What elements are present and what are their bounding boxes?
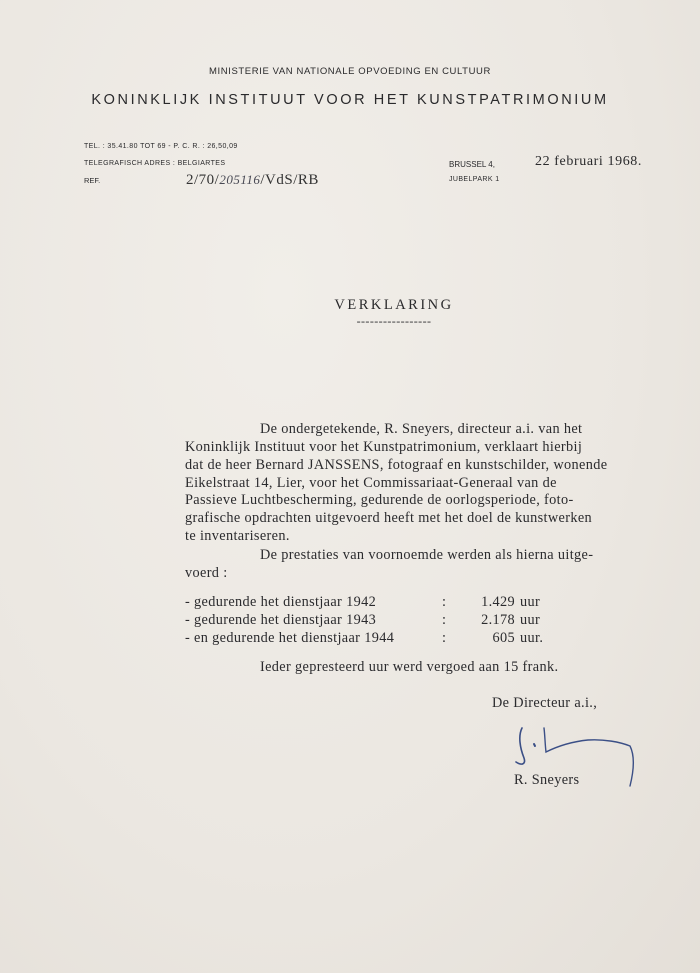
reference-suffix: /VdS/RB	[260, 172, 319, 188]
city-line: BRUSSEL 4,	[449, 160, 495, 169]
heading-underline: -----------------	[356, 314, 432, 328]
hours-item-colon: :	[442, 612, 447, 628]
signatory-name: R. Sneyers	[514, 772, 580, 788]
ministry-name: MINISTERIE VAN NATIONALE OPVOEDING EN CULTUUR	[209, 66, 491, 77]
paragraph2-line: De prestaties van voornoemde werden als hierna uitge-	[260, 547, 594, 563]
hours-item-unit: uur	[520, 594, 541, 610]
hours-item-colon: :	[442, 630, 447, 646]
reference-prefix: 2/70/	[186, 172, 220, 188]
payment-statement: Ieder gepresteerd uur werd vergoed aan 15 frank.	[260, 659, 559, 675]
hours-item-value: 605	[492, 630, 515, 646]
hours-item-label: - gedurende het dienstjaar 1942	[185, 594, 377, 610]
document-date: 22 februari 1968.	[535, 154, 643, 169]
telegraphic-address: TELEGRAFISCH ADRES : BELGIARTES	[84, 160, 226, 167]
paragraph1-line: Eikelstraat 14, Lier, voor het Commissariaat-Generaal van de	[185, 475, 557, 491]
paragraph1-line: dat de heer Bernard JANSSENS, fotograaf en kunstschilder, wonende	[185, 457, 608, 473]
paragraph1-line: Passieve Luchtbescherming, gedurende de oorlogsperiode, foto-	[185, 492, 574, 508]
paragraph1-line: Koninklijk Instituut voor het Kunstpatrimonium, verklaart hierbij	[185, 439, 583, 455]
paragraph1-line: grafische opdrachten uitgevoerd heeft met het doel de kunstwerken	[185, 510, 593, 526]
hours-item-value: 1.429	[481, 594, 515, 610]
telephone-line: TEL. : 35.41.80 TOT 69 - P. C. R. : 26,50,09	[84, 143, 238, 150]
paragraph2-line: voerd :	[185, 565, 228, 581]
street-line: JUBELPARK 1	[449, 176, 500, 183]
hours-item-value: 2.178	[481, 612, 515, 628]
institute-name: KONINKLIJK INSTITUUT VOOR HET KUNSTPATRIMONIUM	[91, 92, 609, 108]
hours-item-unit: uur.	[520, 630, 544, 646]
paragraph1-line: De ondergetekende, R. Sneyers, directeur a.i. van het	[260, 421, 583, 437]
hours-item-unit: uur	[520, 612, 541, 628]
reference-handwritten: 205116	[219, 172, 261, 187]
hours-item-colon: :	[442, 594, 447, 610]
document-heading: VERKLARING	[334, 297, 454, 313]
reference-number	[186, 172, 319, 189]
hours-item-label: - en gedurende het dienstjaar 1944	[185, 630, 395, 646]
paragraph1-line: te inventariseren.	[185, 528, 290, 544]
director-title: De Directeur a.i.,	[492, 695, 598, 711]
hours-item-label: - gedurende het dienstjaar 1943	[185, 612, 377, 628]
reference-label: REF.	[84, 176, 101, 185]
